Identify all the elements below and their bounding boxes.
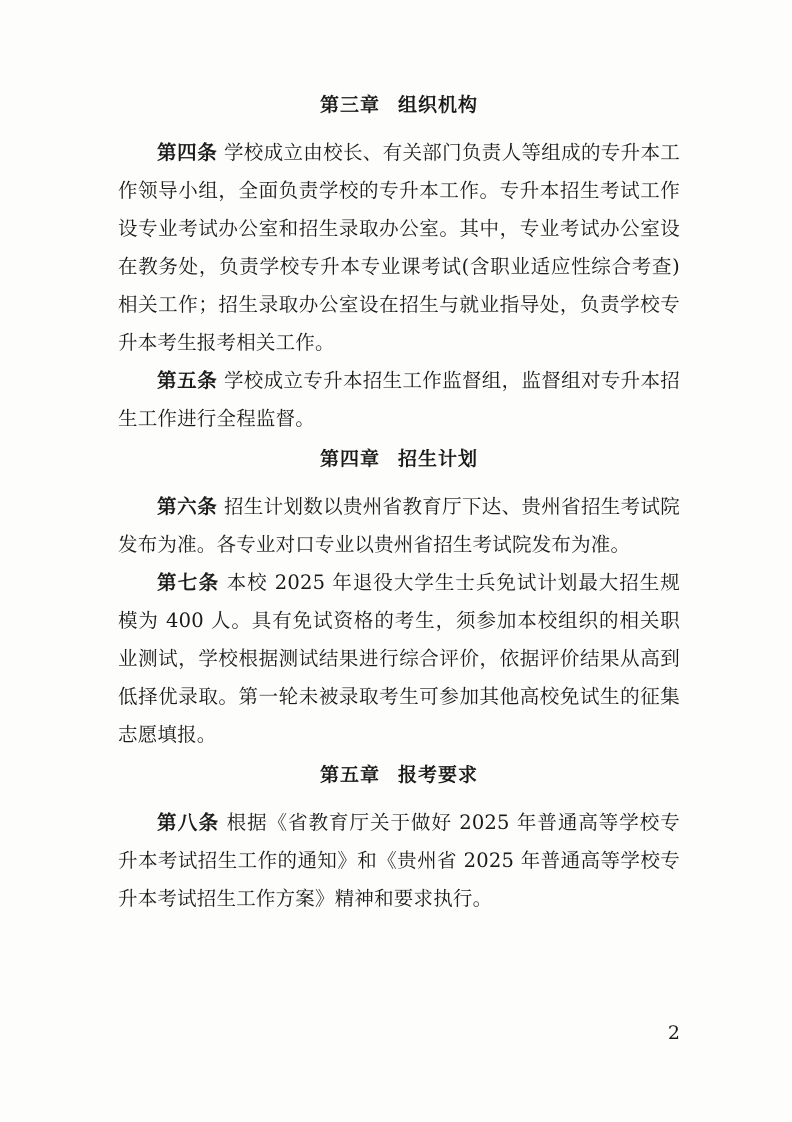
- chapter-5-heading: [118, 760, 680, 790]
- article-8-paragraph: [118, 804, 680, 918]
- chapter-5-number: 第五章: [319, 764, 380, 786]
- article-8-text: 根据《省教育厅关于做好 2025 年普通高等学校专升本考试招生工作的通知》和《贵州省 2025 年普通高等学校专升本考试招生工作方案》精神和要求执行。: [118, 811, 680, 910]
- article-5-label: 第五条: [157, 369, 218, 392]
- chapter-3-title: 组织机构: [398, 94, 479, 116]
- article-4-text: 学校成立由校长、有关部门负责人等组成的专升本工作领导小组，全面负责学校的专升本工作。专升本招生考试工作设专业考试办公室和招生录取办公室。其中，专业考试办公室设在教务处，负责学校专升本专业课考试(含职业适应性综合考查)相关工作；招生录取办公室设在招生与就业指导处，负责学校专升本考生报考相关工作。: [118, 141, 680, 354]
- page-number: 2: [667, 1022, 680, 1044]
- document-body: [118, 90, 680, 918]
- article-6-label: 第六条: [157, 495, 218, 518]
- chapter-5-title: 报考要求: [398, 764, 479, 786]
- chapter-4-heading: [118, 444, 680, 474]
- article-7-label: 第七条: [157, 571, 220, 594]
- article-8-label: 第八条: [157, 811, 220, 834]
- chapter-3-heading: [118, 90, 680, 120]
- article-4-paragraph: [118, 134, 680, 362]
- article-5-text: 学校成立专升本招生工作监督组，监督组对专升本招生工作进行全程监督。: [118, 369, 680, 430]
- article-7-paragraph: [118, 564, 680, 754]
- article-7-text: 本校 2025 年退役大学生士兵免试计划最大招生规模为 400 人。具有免试资格的考生，须参加本校组织的相关职业测试，学校根据测试结果进行综合评价，依据评价结果从高到低择优录取。第一轮未被录取考生可参加其他高校免试生的征集志愿填报。: [118, 571, 680, 746]
- article-5-paragraph: [118, 362, 680, 438]
- article-6-paragraph: [118, 488, 680, 564]
- chapter-4-number: 第四章: [319, 448, 380, 470]
- chapter-3-number: 第三章: [319, 94, 380, 116]
- article-6-text: 招生计划数以贵州省教育厅下达、贵州省招生考试院发布为准。各专业对口专业以贵州省招生考试院发布为准。: [118, 495, 680, 556]
- article-4-label: 第四条: [157, 141, 218, 164]
- chapter-4-title: 招生计划: [398, 448, 479, 470]
